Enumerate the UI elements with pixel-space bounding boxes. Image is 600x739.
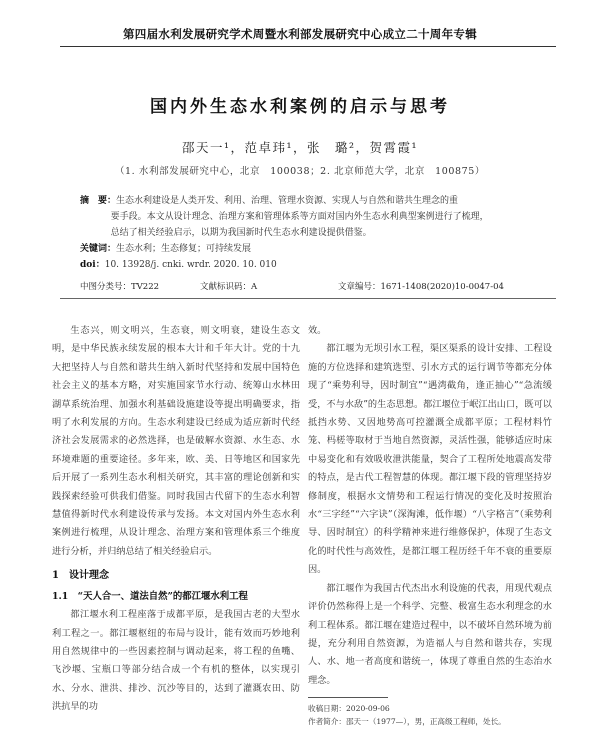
article-number: 文章编号：1671-1408(2020)10-0047-04 [338,282,504,292]
abstract-line-1: 摘 要：生态水利建设是人类开发、利用、治理、管理水资源、实现人与自然和谐共生理念的重 [80,196,459,206]
subsection-heading: 1.1 “天人合一、道法自然”的都江堰水利工程 [52,590,248,602]
subsection-body: 都江堰水利工程座落于成都平原，是我国古老的大型水利工程之一。都江堰枢纽的布局与设计，能有效而巧妙地利用自然规律中的一些因素控制与调动起来，将工程的鱼嘴、飞沙堰、宝瓶口等部分结合成一个有机的整体，以实现引水、分水、泄洪、排沙、沉沙等目的，达到了灌溉农田、防洪抗旱的功 [52,609,300,713]
meta-rule [60,298,556,299]
received-date: 收稿日期：2020-09-06 [308,704,390,713]
keywords [80,241,548,257]
abstract-line-2: 要手段。本文从设计理念、治理方案和管理体系等方面对国内外生态水利典型案例进行了梳理， [110,212,489,222]
clc-number: 中图分类号：TV222 [80,282,160,292]
footnotes [308,702,552,728]
right-column [308,322,552,690]
dujiangyan-paragraph-1: 都江堰为无坝引水工程，渠区渠系的设计安排、工程设施的方位选择和建筑选型、引水方式的运行调节等都充分体现了“乘势利导，因时制宜”“遇湾截角，逢正抽心”“急流缓受，不与水敌”的生态思想。都江堰位于岷江出山口，既可以抵挡水势、又因地势高可控灌溉全成都平原；工程材料竹笼、杩槎等取材于当地自然资源，灵活性强，能够适应时床中易变化和有效吸收泄洪能量，契合了工程所处地震高发带的特点，是古代工程智慧的体现。都江堰下段的管理坚持岁修制度，根据水文情势和工程运行情况的变化及时按照治水“三字经”“六字诀”（深淘滩，低作堰）“八字格言”（乘势利导、因时制宜）的科学精神来进行维修保护，体现了生态文化的时代性与高效性，是都江堰工程历经千年不衰的重要原因。 [308,343,552,576]
abstract-line-3: 总结了相关经验启示，以期为我国新时代生态水利建设提供借鉴。 [110,228,372,238]
document-code: 文献标识码：A [200,282,258,292]
dujiangyan-paragraph-2: 都江堰作为我国古代杰出水利设施的代表，用现代观点评价仍然称得上是一个科学、完整、极富生态水利理念的水利工程体系。都江堰在建造过程中，以不破坏自然环境为前提，充分利用自然资源，为造福人与自然和谐共存，实现人、水、地一者高度和谐统一，体现了尊重自然的生态治水理念。 [308,582,552,686]
intro-paragraph: 生态兴，则文明兴，生态衰，则文明衰，建设生态文明，是中华民族永续发展的根本大计和千年大计。党的十九大把坚持人与自然和谐共生纳入新时代坚持和发展中国特色社会主义的基本方略，对实施国家节水行动、统筹山水林田湖草系统治理、加强水利基础设施建设等提出明确要求，指明了水利发展的方向。生态水利建设已经成为适应新时代经济社会发展需求的必然选择，也是破解水资源、水生态、水环境难题的重要途径。多年来，欧、美、日等地区和国家先后开展了一系列生态水利相关研究，其丰富的理论创新和实践探索经验可供我们借鉴。同时我国古代留下的生态水利智慧值得新时代水利建设传承与发扬。本文对国内外生态水利案例进行梳理，从设计理念、治理方案和管理体系三个维度进行分析，并归纳总结了相关经验启示。 [52,325,300,557]
doi [80,257,548,273]
affiliations: （1. 水利部发展研究中心，北京 100038；2. 北京师范大学，北京 100875） [114,166,486,177]
running-head: 第四届水利发展研究学术周暨水利部发展研究中心成立二十周年专辑 [123,27,477,41]
author-list: 邵天一¹，范卓玮¹，张 璐²，贺霄霞¹ [181,140,419,155]
doi-text: 10. 13928/j. cnki. wrdr. 2020. 10. 010 [104,260,277,270]
abstract-label: 摘 要： [80,196,117,206]
keywords-text: 生态水利；生态修复；可持续发展 [116,244,252,254]
abstract-block [80,193,548,273]
article-title: 国内外生态水利案例的启示与思考 [150,97,450,117]
header-rule [60,46,556,47]
footnote-rule [308,697,388,698]
keywords-label: 关键词： [80,244,117,254]
continued-text: 效。 [308,325,327,336]
section-heading: 1 设计理念 [52,570,109,582]
left-column [52,322,300,717]
author-bio: 作者简介：邵天一（1977—），男，正高级工程师，处长。 [308,717,506,726]
doi-label: doi： [80,260,105,270]
